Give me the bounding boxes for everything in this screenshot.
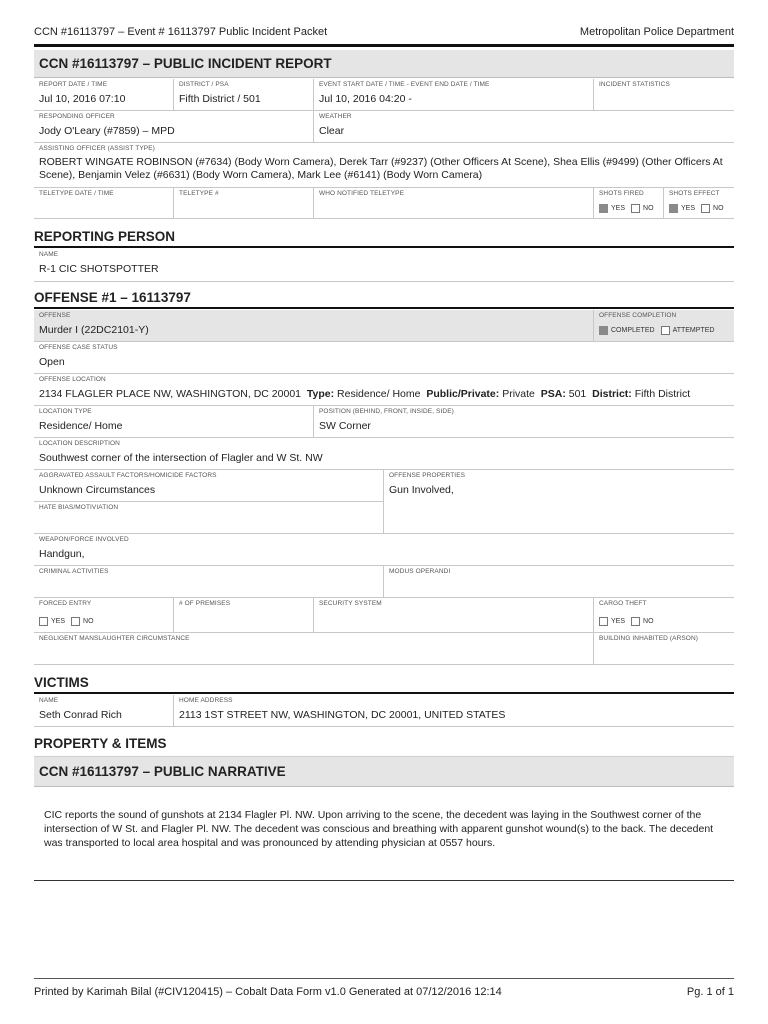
footer-page-number: Pg. 1 of 1: [686, 986, 734, 998]
who-notified-label: WHO NOTIFIED TELETYPE: [319, 190, 405, 197]
responding-officer-cell: [34, 111, 314, 142]
packet-header-right: Metropolitan Police Department: [579, 26, 734, 38]
shots-fired-cell: [594, 188, 664, 218]
location-type-row: [34, 406, 734, 438]
responding-officer-label: RESPONDING OFFICER: [39, 113, 115, 120]
hate-bias-cell: [34, 502, 383, 533]
attempted-checkbox[interactable]: [661, 326, 670, 335]
public-private-key: Public/Private:: [426, 388, 500, 400]
district-value: Fifth District / 501: [179, 93, 261, 105]
negligent-cell: [34, 633, 594, 664]
report-row-assisting: [34, 143, 734, 188]
victims-heading: [34, 675, 734, 694]
cargo-theft-no-checkbox[interactable]: [631, 617, 640, 626]
completed-checkbox[interactable]: [599, 326, 608, 335]
report-date-cell: [34, 79, 174, 110]
forced-entry-label: FORCED ENTRY: [39, 600, 92, 607]
forced-entry-yes-checkbox[interactable]: [39, 617, 48, 626]
offense-location-cell: [34, 374, 734, 405]
modus-operandi-cell: [384, 566, 734, 597]
location-type-label: LOCATION TYPE: [39, 408, 92, 415]
footer-divider: [34, 978, 734, 979]
location-type-cell: [34, 406, 314, 437]
report-row-teletype: [34, 188, 734, 219]
criminal-activities-label: CRIMINAL ACTIVITIES: [39, 568, 109, 575]
location-type-value: Residence/ Home: [39, 420, 123, 432]
cargo-theft-options: [599, 617, 734, 626]
weather-cell: [314, 111, 734, 142]
shots-fired-label: SHOTS FIRED: [599, 190, 644, 197]
narrative-title-band: [34, 756, 734, 787]
position-label: POSITION (BEHIND, FRONT, INSIDE, SIDE): [319, 408, 454, 415]
report-date-value: Jul 10, 2016 07:10: [39, 93, 126, 105]
case-status-row: [34, 342, 734, 374]
assisting-officer-value: ROBERT WINGATE ROBINSON (#7634) (Body Worn Camera), Derek Tarr (#9237) (Other Officers At Scene), Shea Ellis (#9499) (Other Officers At Scene), Benjamin Velez (#6631) (Body Worn Camera), Mark Lee (#6141) (Body Worn Camera): [39, 156, 723, 181]
premises-label: # OF PREMISES: [179, 600, 231, 607]
teletype-date-cell: [34, 188, 174, 218]
victim-name-value: Seth Conrad Rich: [39, 709, 122, 721]
district-label: DISTRICT / PSA: [179, 81, 229, 88]
location-description-cell: [34, 438, 734, 469]
offense-location-label: OFFENSE LOCATION: [39, 376, 106, 383]
offense-properties-label: OFFENSE PROPERTIES: [389, 472, 466, 479]
event-date-label: EVENT START DATE / TIME - EVENT END DATE / TIME: [319, 81, 490, 88]
shots-fired-no-text: NO: [643, 205, 654, 212]
aggravated-label: AGGRAVATED ASSAULT FACTORS/HOMICIDE FACTORS: [39, 472, 217, 479]
psa-key: PSA:: [540, 388, 566, 400]
attempted-text: ATTEMPTED: [672, 327, 715, 334]
offense-location-row: [34, 374, 734, 406]
header-divider: [34, 44, 734, 47]
incident-stats-cell: [594, 79, 734, 110]
offense-value: Murder I (22DC2101-Y): [39, 324, 149, 336]
offense-properties-value: Gun Involved,: [389, 484, 454, 496]
forced-entry-no-text: NO: [83, 618, 94, 625]
aggravated-value: Unknown Circumstances: [39, 484, 156, 496]
case-status-value: Open: [39, 356, 65, 368]
offense-label: OFFENSE: [39, 312, 71, 319]
forced-entry-cell: [34, 598, 174, 632]
shots-effect-yes-checkbox[interactable]: [669, 204, 678, 213]
reporting-person-row: [34, 249, 734, 282]
shots-effect-no-text: NO: [713, 205, 724, 212]
weapon-value: Handgun,: [39, 548, 85, 560]
shots-fired-options: [599, 204, 663, 213]
page-footer: [34, 986, 734, 998]
incident-packet-page: [34, 0, 734, 1024]
offense-cell: [34, 310, 594, 341]
shots-fired-no-checkbox[interactable]: [631, 204, 640, 213]
event-date-value: Jul 10, 2016 04:20 -: [319, 93, 412, 105]
property-items-heading-text: PROPERTY & ITEMS: [34, 736, 167, 751]
district-key: District:: [592, 388, 632, 400]
location-description-row: [34, 438, 734, 470]
shots-fired-yes-checkbox[interactable]: [599, 204, 608, 213]
premises-cell: [174, 598, 314, 632]
public-private-value: Private: [502, 388, 535, 400]
criminal-activities-row: [34, 566, 734, 598]
offense-row: [34, 310, 734, 342]
property-items-heading: [34, 736, 167, 751]
victim-row: [34, 695, 734, 727]
report-title-band: [34, 50, 734, 78]
aggravated-cell: [34, 470, 384, 502]
victim-name-cell: [34, 695, 174, 726]
offense-heading: [34, 290, 734, 309]
weapon-row: [34, 534, 734, 566]
forced-entry-options: [39, 617, 173, 626]
forced-entry-row: [34, 598, 734, 633]
hate-bias-row: [34, 502, 384, 534]
reporting-person-name-label: NAME: [39, 251, 59, 258]
reporting-person-name-cell: [34, 249, 734, 281]
victim-address-cell: [174, 695, 734, 726]
narrative-divider: [34, 880, 734, 881]
teletype-number-cell: [174, 188, 314, 218]
location-type-inline: Residence/ Home: [337, 388, 421, 400]
packet-header: [34, 22, 734, 42]
assisting-officer-label: ASSISTING OFFICER (ASSIST TYPE): [39, 145, 155, 152]
hate-bias-label: HATE BIAS/MOTIVIATION: [39, 504, 119, 511]
teletype-number-label: TELETYPE #: [179, 190, 219, 197]
offense-completion-label: OFFENSE COMPLETION: [599, 312, 677, 319]
who-notified-cell: [314, 188, 594, 218]
assisting-officer-cell: [34, 143, 734, 187]
weapon-label: WEAPON/FORCE INVOLVED: [39, 536, 129, 543]
offense-completion-options: [599, 326, 734, 335]
shots-effect-yes-text: YES: [681, 205, 696, 212]
reporting-person-heading-text: REPORTING PERSON: [34, 229, 176, 244]
responding-officer-value: Jody O'Leary (#7859) – MPD: [39, 125, 175, 137]
forced-entry-yes-text: YES: [51, 618, 66, 625]
narrative-title: CCN #16113797 – PUBLIC NARRATIVE: [39, 764, 286, 779]
district-cell: [174, 79, 314, 110]
offense-heading-text: OFFENSE #1 – 16113797: [34, 290, 191, 305]
reporting-person-name-value: R-1 CIC SHOTSPOTTER: [39, 263, 159, 275]
weather-label: WEATHER: [319, 113, 352, 120]
shots-fired-yes-text: YES: [611, 205, 626, 212]
report-row-officer: [34, 111, 734, 143]
district-inline-value: Fifth District: [634, 388, 691, 400]
location-description-value: Southwest corner of the intersection of Flagler and W St. NW: [39, 452, 323, 464]
security-system-label: SECURITY SYSTEM: [319, 600, 382, 607]
building-inhabited-label: BUILDING INHABITED (ARSON): [599, 635, 699, 642]
weather-value: Clear: [319, 125, 345, 137]
negligent-row: [34, 633, 734, 665]
cargo-theft-yes-text: YES: [611, 618, 626, 625]
case-status-label: OFFENSE CASE STATUS: [39, 344, 118, 351]
shots-effect-cell: [664, 188, 734, 218]
offense-location-address: 2134 FLAGLER PLACE NW, WASHINGTON, DC 20001: [39, 388, 302, 400]
footer-printed-by: Printed by Karimah Bilal (#CIV120415) – Cobalt Data Form v1.0 Generated at 07/12/2016 12:14: [34, 986, 502, 998]
offense-location-value: [39, 388, 734, 401]
teletype-date-label: TELETYPE DATE / TIME: [39, 190, 114, 197]
completed-text: COMPLETED: [611, 327, 655, 334]
packet-header-left: CCN #16113797 – Event # 16113797 Public Incident Packet: [34, 26, 328, 38]
offense-completion-cell: [594, 310, 734, 341]
building-inhabited-cell: [594, 633, 734, 664]
victim-name-label: NAME: [39, 697, 59, 704]
cargo-theft-cell: [594, 598, 734, 632]
modus-operandi-label: MODUS OPERANDI: [389, 568, 451, 575]
shots-effect-options: [669, 204, 734, 213]
event-date-cell: [314, 79, 594, 110]
forced-entry-no-checkbox[interactable]: [71, 617, 80, 626]
victims-heading-text: VICTIMS: [34, 675, 89, 690]
cargo-theft-yes-checkbox[interactable]: [599, 617, 608, 626]
position-value: SW Corner: [319, 420, 371, 432]
location-description-label: LOCATION DESCRIPTION: [39, 440, 120, 447]
offense-properties-cell: [384, 470, 734, 534]
aggravated-row: [34, 470, 734, 502]
cargo-theft-label: CARGO THEFT: [599, 600, 647, 607]
weapon-cell: [34, 534, 734, 565]
position-cell: [314, 406, 734, 437]
report-date-label: REPORT DATE / TIME: [39, 81, 108, 88]
case-status-cell: [34, 342, 734, 373]
security-system-cell: [314, 598, 594, 632]
psa-value: 501: [568, 388, 587, 400]
criminal-activities-cell: [34, 566, 384, 597]
report-title: CCN #16113797 – PUBLIC INCIDENT REPORT: [39, 56, 332, 71]
victim-address-label: HOME ADDRESS: [179, 697, 233, 704]
shots-effect-label: SHOTS EFFECT: [669, 190, 720, 197]
narrative-text: CIC reports the sound of gunshots at 2134 Flagler Pl. NW. Upon arriving to the scene, the decedent was laying in the Southwest corner of the intersection of W St. and Flagler Pl. NW. The decedent was conscious and breathing with apparent gunshot wound(s) to the back. The decedent was transported to local area hospital and was pronounced by attending physician at 0557 hours.: [44, 809, 714, 849]
report-row-dates: [34, 79, 734, 111]
cargo-theft-no-text: NO: [643, 618, 654, 625]
victim-address-value: 2113 1ST STREET NW, WASHINGTON, DC 20001, UNITED STATES: [179, 709, 506, 721]
negligent-label: NEGLIGENT MANSLAUGHTER CIRCUMSTANCE: [39, 635, 190, 642]
reporting-person-heading: [34, 229, 734, 248]
shots-effect-no-checkbox[interactable]: [701, 204, 710, 213]
incident-stats-label: INCIDENT STATISTICS: [599, 81, 670, 88]
location-type-key: Type:: [306, 388, 335, 400]
